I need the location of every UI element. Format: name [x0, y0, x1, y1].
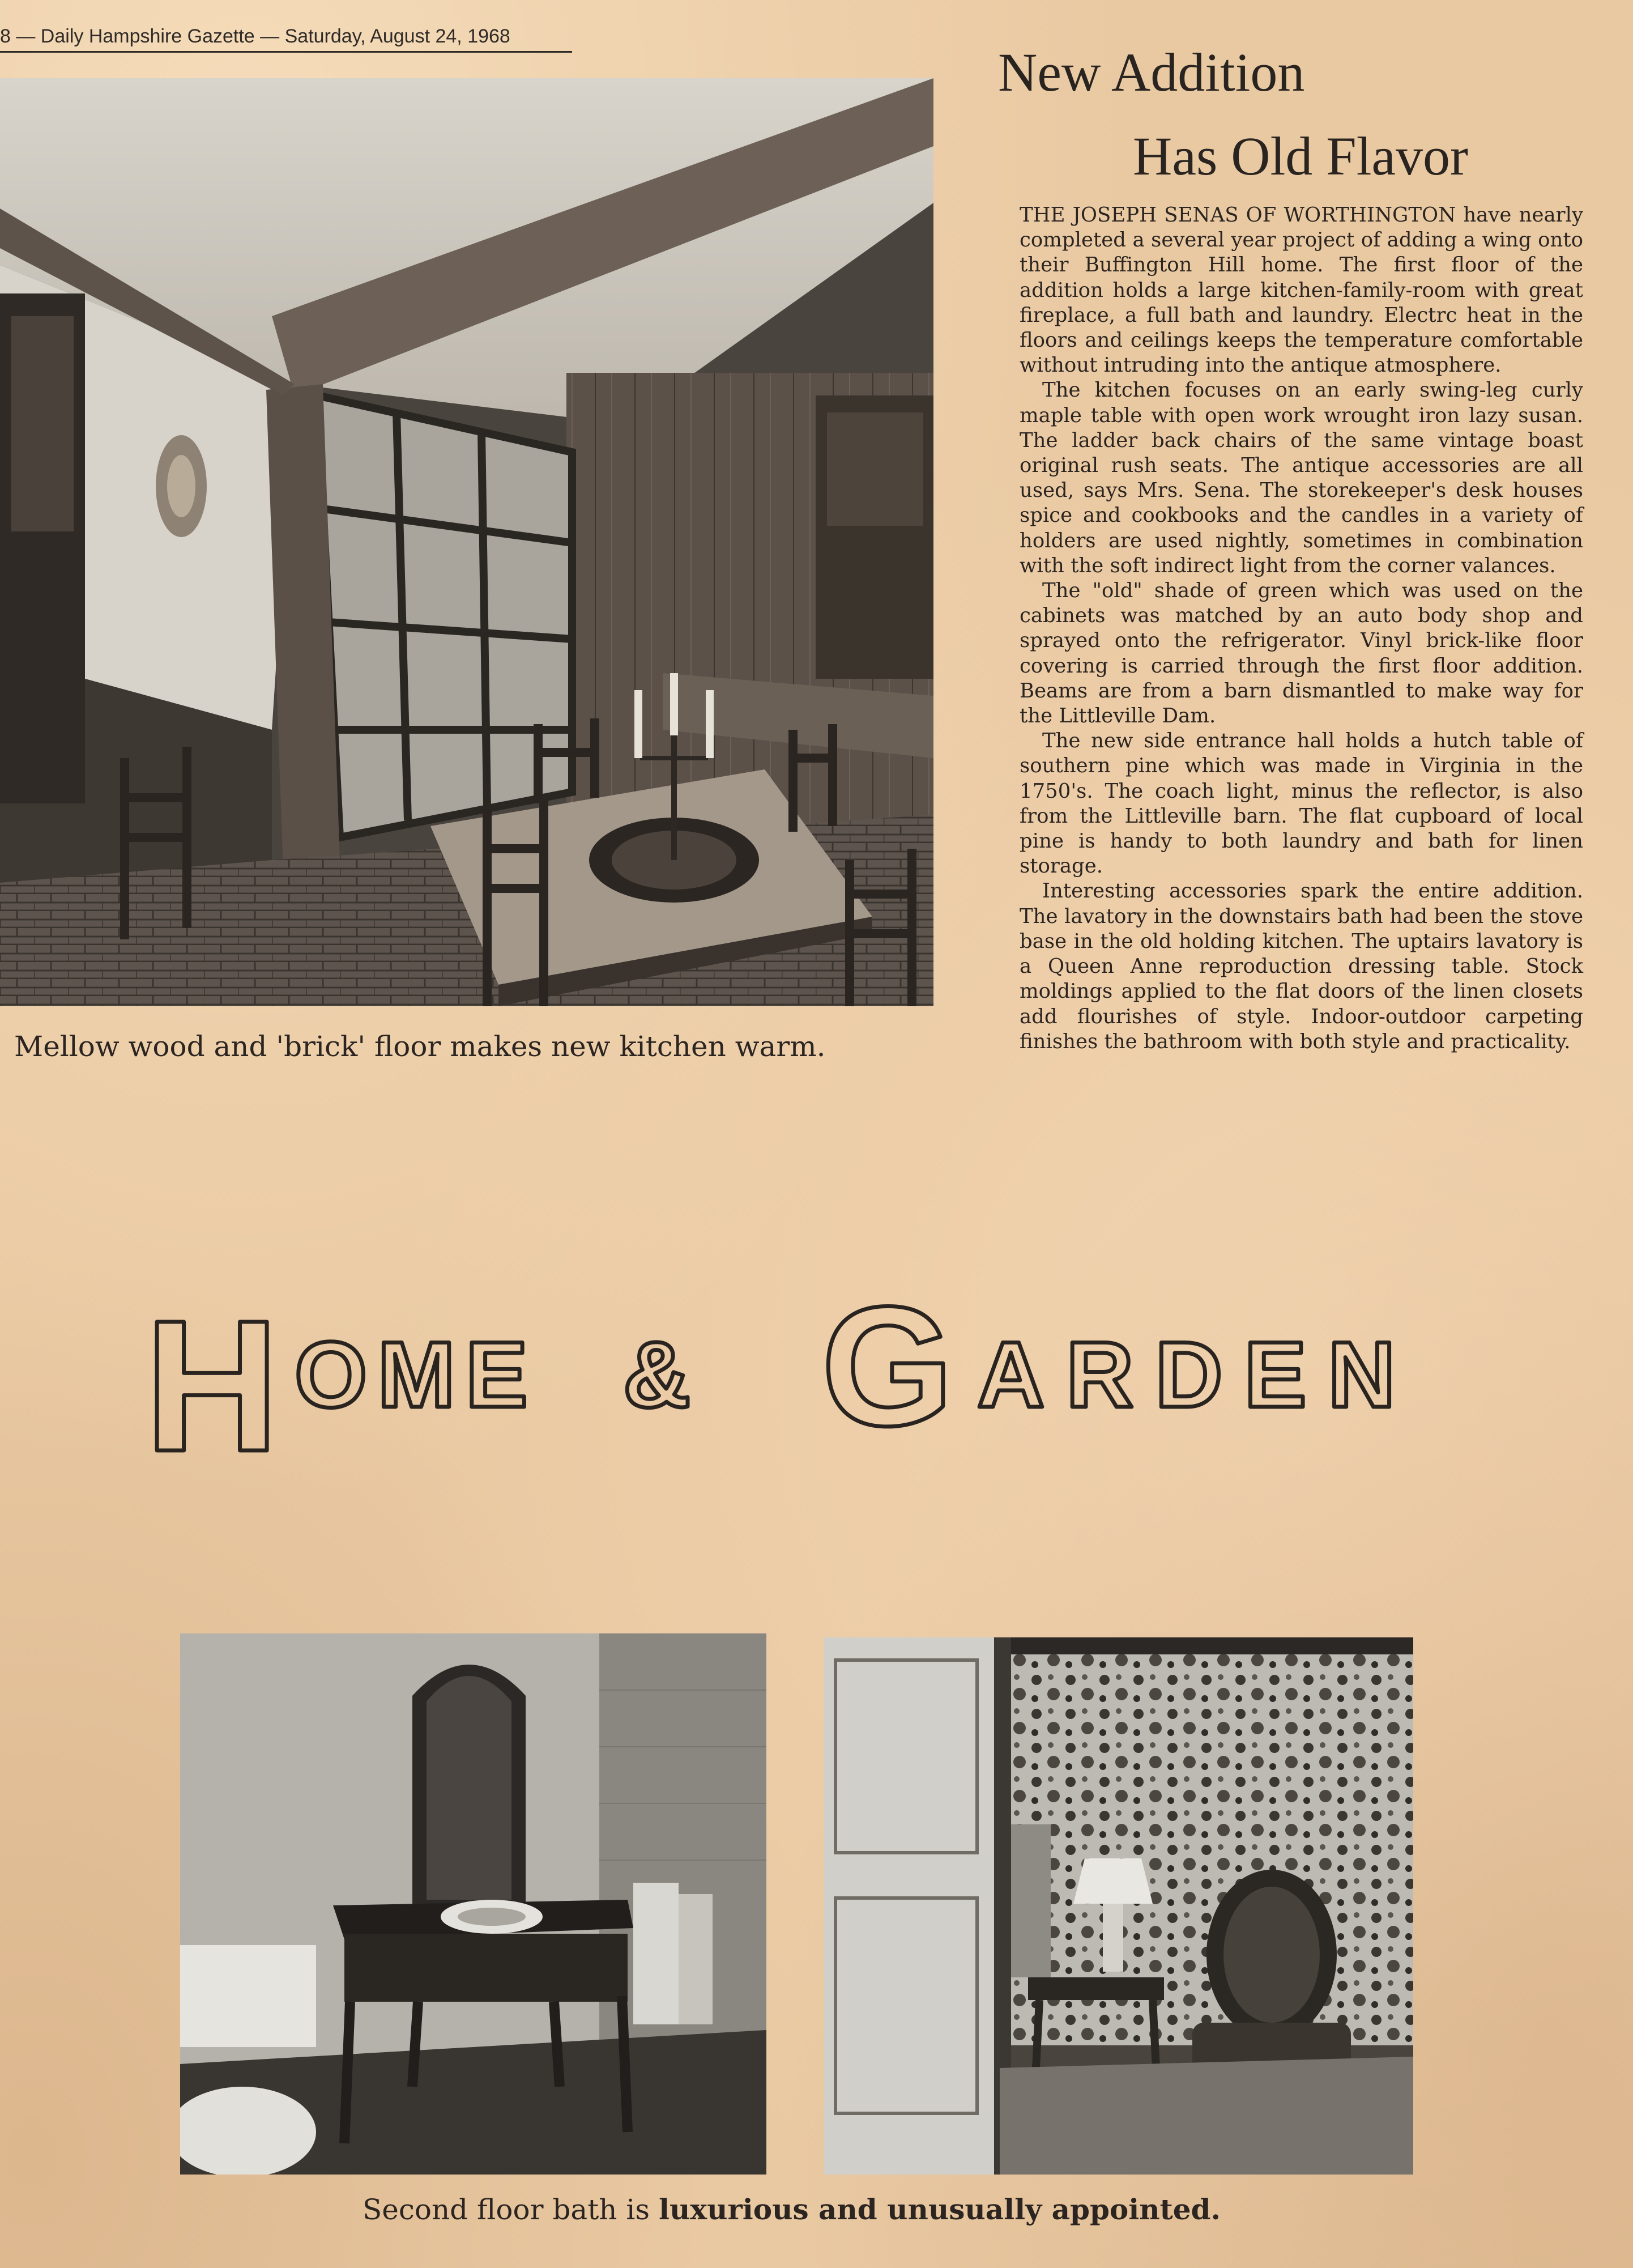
- article-paragraph: THE JOSEPH SENAS OF WORTHINGTON have nearly completed a several year project of adding a wing onto their Buffington Hill home. The first floor of the addition holds a large kitchen-family-room with great fireplace, a full bath and laundry. Electrc heat in the floors and ceilings keeps the temperature comfortable without intruding into the antique atmosphere.: [1020, 203, 1583, 377]
- kitchen-photo-caption: Mellow wood and 'brick' floor makes new kitchen warm.: [14, 1030, 826, 1063]
- article-headline-line2: Has Old Flavor: [1133, 126, 1468, 186]
- caption-regular-text: Second floor bath is: [363, 2193, 659, 2226]
- article-headline-line1: New Addition: [998, 42, 1305, 103]
- article-paragraph: The kitchen focuses on an early swing-leg curly maple table with open work wrought iron lazy susan. The ladder back chairs of the same vintage boast original rush seats. The antique accessories are all used, says Mrs. Sena. The storekeeper's desk houses spice and cookbooks and the candles in a variety of holders are used nightly, sometimes in combination with the soft indirect light from the corner valances.: [1020, 378, 1583, 577]
- page-folio: 8 — Daily Hampshire Gazette — Saturday, August 24, 1968: [0, 25, 572, 53]
- article-paragraph: The "old" shade of green which was used on the cabinets was matched by an auto body shop and sprayed onto the refrigerator. Vinyl brick-like floor covering is carried through the first floor addition. Beams are from a barn dismantled to make way for the Littleville Dam.: [1020, 579, 1583, 728]
- banner-word-garden-rest: ARDEN: [977, 1322, 1417, 1427]
- bathroom-photo-caption: [363, 2193, 1221, 2226]
- article-paragraph: Interesting accessories spark the entire addition. The lavatory in the downstairs bath had been the stove base in the old holding kitchen. The uptairs lavatory is a Queen Anne reproduction dressing table. Stock moldings applied to the flat doors of the linen closets add flourishes of style. Indoor-outdoor carpeting finishes the bathroom with both style and practicality.: [1020, 879, 1583, 1053]
- banner-ampersand: &: [623, 1322, 691, 1427]
- banner-initial-g: G: [821, 1278, 954, 1461]
- home-and-garden-banner: [144, 1278, 1504, 1465]
- kitchen-photo: [0, 78, 933, 1006]
- bathroom-photo: [180, 1633, 766, 2175]
- caption-bold-text: luxurious and unusually appointed.: [658, 2193, 1221, 2226]
- article-body: [1020, 203, 1583, 1054]
- banner-word-home-rest: OME: [295, 1322, 538, 1427]
- corner-chair-photo: [824, 1637, 1413, 2175]
- article-paragraph: The new side entrance hall holds a hutch table of southern pine which was made in Virginia in the 1750's. The coach light, minus the reflector, is also from the Littleville barn. The flat cupboard of local pine is handy to both laundry and bath for linen storage.: [1020, 729, 1583, 878]
- banner-initial-h: H: [144, 1281, 280, 1465]
